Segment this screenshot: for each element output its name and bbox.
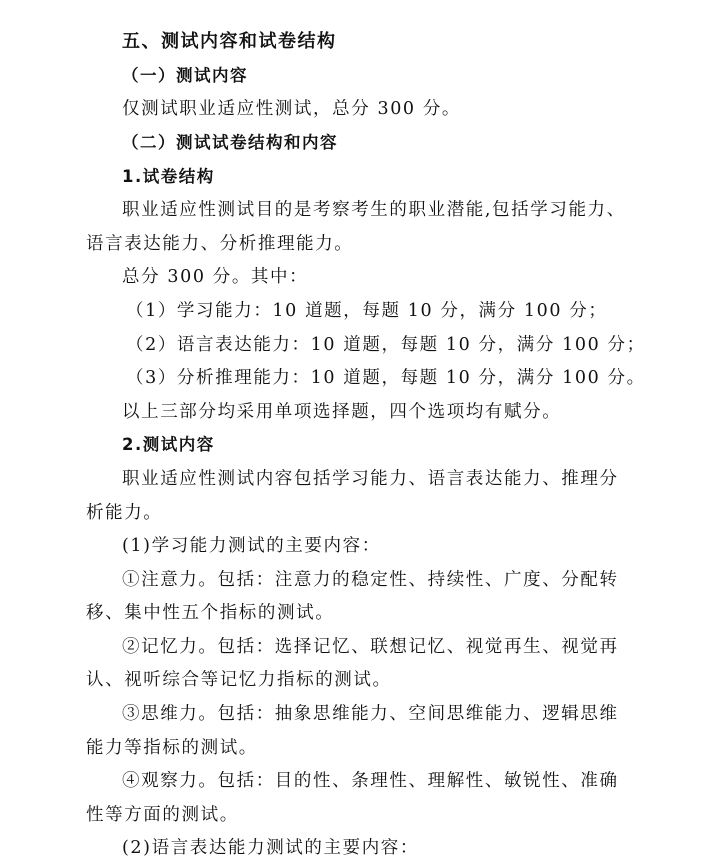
list-item-learning: （1）学习能力：10 道题，每题 10 分，满分 100 分； — [126, 301, 608, 321]
content-memory-line2: 认、视听综合等记忆力指标的测试。 — [86, 670, 392, 690]
section-heading: 五、测试内容和试卷结构 — [122, 31, 337, 52]
list-item-reasoning: （3）分析推理能力：10 道题，每题 10 分，满分 100 分。 — [126, 368, 646, 388]
paragraph-total: 总分 300 分。其中： — [122, 267, 309, 287]
content-thinking-line1: ③思维力。包括：抽象思维能力、空间思维能力、逻辑思维 — [122, 704, 619, 724]
paragraph-content-line2: 析能力。 — [86, 503, 163, 523]
subsection-heading-structure: （二）测试试卷结构和内容 — [122, 133, 338, 152]
list-item-language: （2）语言表达能力：10 道题，每题 10 分，满分 100 分； — [126, 335, 646, 355]
subitem-learning-heading: (1)学习能力测试的主要内容： — [122, 536, 381, 556]
content-observation-line1: ④观察力。包括：目的性、条理性、理解性、敏锐性、准确 — [122, 771, 619, 791]
content-memory-line1: ②记忆力。包括：选择记忆、联想记忆、视觉再生、视觉再 — [122, 637, 619, 657]
subitem-language-heading: (2)语言表达能力测试的主要内容： — [122, 838, 419, 858]
paragraph-purpose-line2: 语言表达能力、分析推理能力。 — [86, 234, 354, 254]
content-thinking-line2: 能力等指标的测试。 — [86, 738, 258, 758]
paragraph-question-type: 以上三部分均采用单项选择题，四个选项均有赋分。 — [122, 402, 562, 422]
content-attention-line2: 移、集中性五个指标的测试。 — [86, 603, 335, 623]
paragraph-content-line1: 职业适应性测试内容包括学习能力、语言表达能力、推理分 — [122, 469, 619, 489]
subsection-heading-test-content: （一）测试内容 — [122, 66, 248, 85]
content-observation-line2: 性等方面的测试。 — [86, 805, 239, 825]
item-heading-test-content: 2.测试内容 — [122, 435, 215, 454]
paragraph-purpose-line1: 职业适应性测试目的是考察考生的职业潜能,包括学习能力、 — [122, 200, 626, 220]
content-attention-line1: ①注意力。包括：注意力的稳定性、持续性、广度、分配转 — [122, 570, 619, 590]
item-heading-paper-structure: 1.试卷结构 — [122, 167, 215, 186]
paragraph-total-score: 仅测试职业适应性测试，总分 300 分。 — [122, 99, 462, 119]
